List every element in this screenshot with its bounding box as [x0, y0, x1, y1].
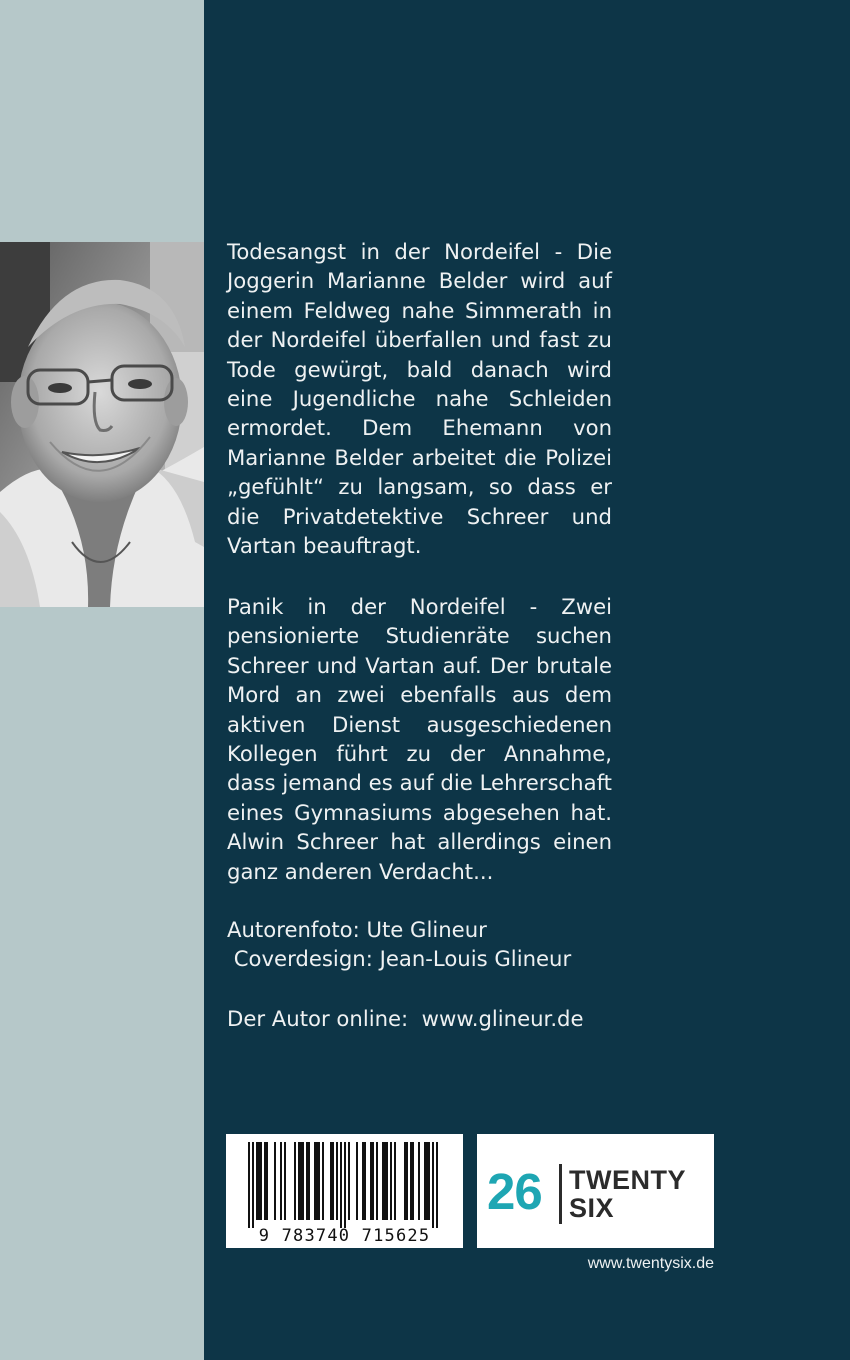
publisher-logo: [477, 1134, 714, 1248]
logo-number: 26: [487, 1163, 542, 1220]
barcode-bar: [370, 1142, 372, 1220]
barcode-bar: [344, 1142, 346, 1228]
logo-word-twenty: TWENTY: [569, 1165, 686, 1195]
barcode-bar: [248, 1142, 250, 1228]
logo-word-six: SIX: [569, 1193, 615, 1223]
barcode-bar: [390, 1142, 392, 1220]
barcode-bar: [372, 1142, 374, 1220]
barcode-digits: 9 783740 715625: [258, 1226, 431, 1246]
barcode-bar: [322, 1142, 324, 1220]
barcode-bar: [356, 1142, 358, 1220]
barcode-bar: [258, 1142, 260, 1220]
design-credit: Coverdesign: Jean-Louis Glineur: [227, 946, 572, 971]
barcode-bar: [424, 1142, 426, 1220]
barcode-bar: [284, 1142, 286, 1220]
barcode-bars: [226, 1138, 463, 1228]
barcode-bar: [308, 1142, 310, 1220]
barcode-bar: [306, 1142, 308, 1220]
barcode-bar: [280, 1142, 282, 1220]
barcode-bar: [404, 1142, 406, 1220]
barcode-bar: [266, 1142, 268, 1220]
barcode-bar: [302, 1142, 304, 1220]
barcode-bar: [376, 1142, 378, 1220]
barcode-bar: [426, 1142, 428, 1220]
barcode-bar: [294, 1142, 296, 1220]
barcode-bar: [412, 1142, 414, 1220]
barcode-bar: [332, 1142, 334, 1220]
blurb-paragraph-1: Todesangst in der Nordeifel - Die Joggerin Marianne Belder wird auf einem Feldweg nahe Simmerath in der Nordeifel überfallen und fast zu Tode gewürgt, bald danach wird eine Jugendliche nahe Schleiden ermordet. Dem Ehemann von Marianne Belder arbeitet die Polizei „gefühlt“ zu langsam, so dass er die Privatdetektive Schreer und Vartan beauftragt.: [227, 239, 612, 559]
author-photo: [0, 242, 204, 607]
barcode-bar: [362, 1142, 364, 1220]
barcode-bar: [264, 1142, 266, 1220]
barcode-bar: [260, 1142, 262, 1220]
barcode-bar: [418, 1142, 420, 1220]
barcode-bar: [382, 1142, 384, 1220]
barcode-bar: [386, 1142, 388, 1220]
barcode-bar: [432, 1142, 434, 1228]
author-photo-illustration: [0, 242, 204, 607]
isbn-barcode: [226, 1134, 463, 1248]
logo-divider: [559, 1164, 562, 1224]
barcode-bar: [394, 1142, 396, 1220]
blurb-paragraph-2: Panik in der Nordeifel - Zwei pensionierte Studienräte suchen Schreer und Vartan auf. Der brutale Mord an zwei ebenfalls aus dem aktiven Dienst ausgeschiedenen Kollegen führt zu der Annahme, dass jemand es auf die Lehrerschaft eines Gymnasiums abgesehen hat. Alwin Schreer hat allerdings einen ganz anderen Verdacht...: [227, 594, 612, 884]
barcode-bar: [348, 1142, 350, 1220]
barcode-bar: [274, 1142, 276, 1220]
barcode-bar: [318, 1142, 320, 1220]
photo-credit: Autorenfoto: Ute Glineur: [227, 917, 487, 942]
barcode-bar: [336, 1142, 338, 1220]
barcode-bar: [428, 1142, 430, 1220]
barcode-bar: [436, 1142, 438, 1228]
barcode-bar: [252, 1142, 254, 1228]
barcode-bar: [340, 1142, 342, 1228]
barcode-bar: [314, 1142, 316, 1220]
barcode-bar: [364, 1142, 366, 1220]
barcode-bar: [298, 1142, 300, 1220]
barcode-bar: [384, 1142, 386, 1220]
publisher-url: www.twentysix.de: [587, 1255, 714, 1272]
barcode-bar: [410, 1142, 412, 1220]
barcode-bar: [330, 1142, 332, 1220]
barcode-bar: [256, 1142, 258, 1220]
author-website: Der Autor online: www.glineur.de: [227, 1006, 584, 1031]
barcode-bar: [316, 1142, 318, 1220]
left-color-strip: [0, 0, 204, 1360]
barcode-bar: [406, 1142, 408, 1220]
barcode-bar: [300, 1142, 302, 1220]
